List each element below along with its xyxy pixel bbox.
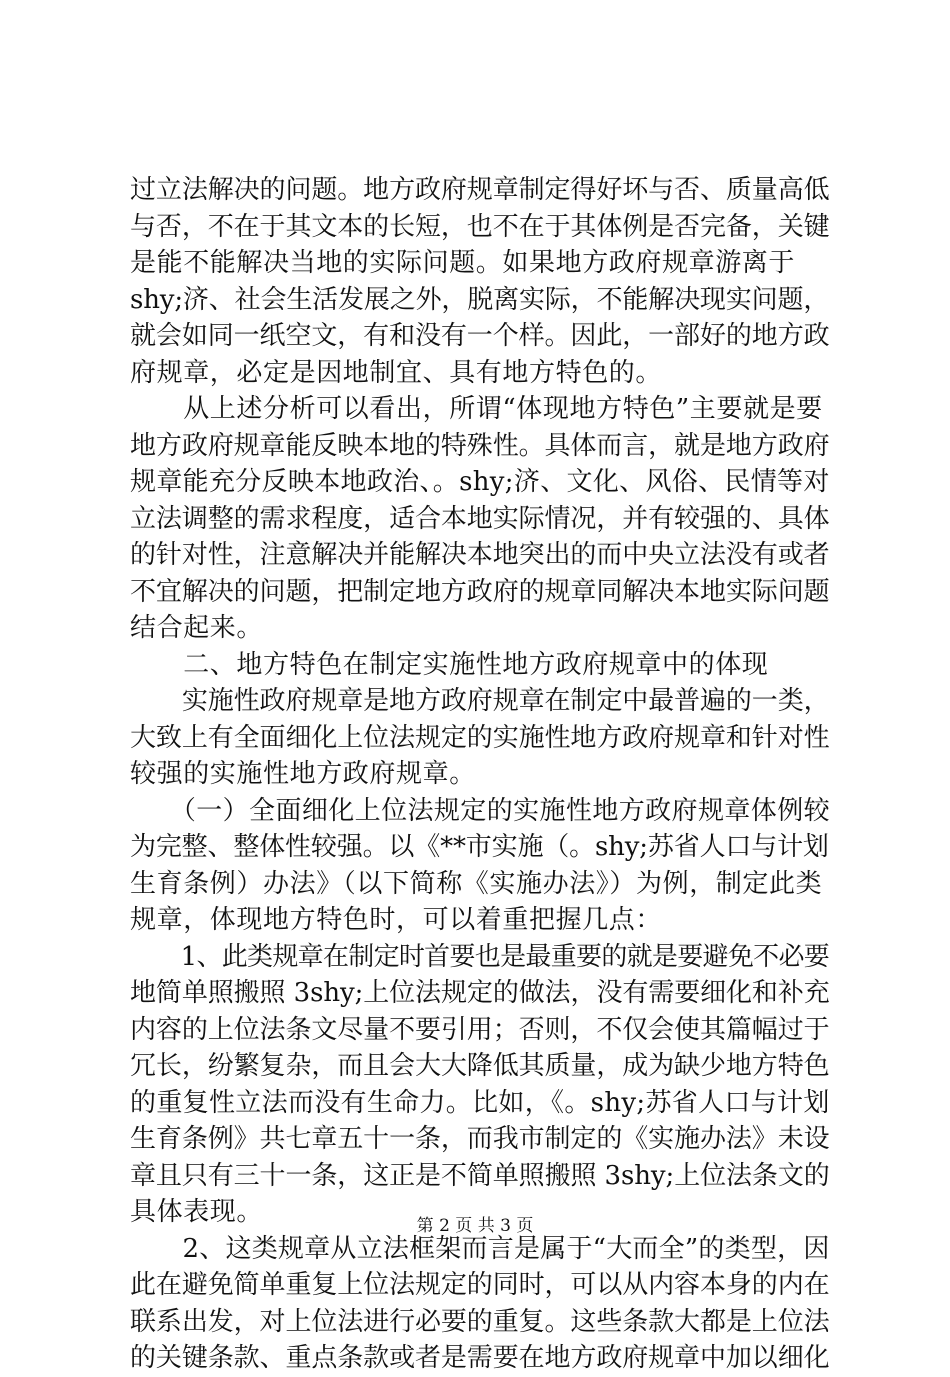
text-line: 从上述分析可以看出，所谓“体现地方特色”主要就是要 (130, 394, 823, 424)
text-line: 二、地方特色在制定实施性地方政府规章中的体现 (130, 649, 769, 680)
text-line: 实施性政府规章是地方政府规章在制定中最普遍的一类， (130, 686, 830, 716)
text-line: 地方政府规章能反映本地的特殊性。具体而言，就是地方政府 (130, 430, 830, 461)
text-line: 地简单照搬照 3shy;上位法规定的做法，没有需要细化和补充 (130, 978, 830, 1008)
text-line: 规章，体现地方特色时，可以着重把握几点： (130, 905, 663, 935)
text-line: 联系出发，对上位法进行必要的重复。这些条款大都是上位法 (130, 1306, 830, 1337)
text-line: 内容的上位法条文尽量不要引用；否则，不仅会使其篇幅过于 (130, 1014, 830, 1045)
text-line: 具体表现。 (130, 1197, 264, 1227)
text-line: 不宜解决的问题，把制定地方政府的规章同解决本地实际问题 (130, 576, 830, 607)
text-line: 生育条例》共七章五十一条，而我市制定的《实施办法》未设 (130, 1124, 830, 1154)
text-line: 的重复性立法而没有生命力。比如，《。shy;苏省人口与计划 (130, 1087, 830, 1118)
text-line: 较强的实施性地方政府规章。 (130, 759, 476, 789)
text-line: 的关键条款、重点条款或者是需要在地方政府规章中加以细化 (130, 1343, 830, 1373)
document-body (130, 172, 830, 1377)
text-line: 1、此类规章在制定时首要也是最重要的就是要避免不必要 (130, 941, 830, 972)
text-line: 与否，不在于其文本的长短，也不在于其体例是否完备，关键 (130, 211, 830, 242)
text-line: 此在避免简单重复上位法规定的同时，可以从内容本身的内在 (130, 1270, 830, 1300)
text-line: 立法调整的需求程度，适合本地实际情况，并有较强的、具体 (130, 503, 830, 534)
text-line: 结合起来。 (130, 613, 264, 643)
text-line: 就会如同一纸空文，有和没有一个样。因此，一部好的地方政 (130, 321, 830, 351)
text-line: 大致上有全面细化上位法规定的实施性地方政府规章和针对性 (130, 722, 830, 753)
text-line: 2、这类规章从立法框架而言是属于“大而全”的类型，因 (130, 1233, 830, 1264)
text-line: 章且只有三十一条，这正是不简单照搬照 3shy;上位法条文的 (130, 1160, 830, 1191)
text-line: 的针对性，注意解决并能解决本地突出的而中央立法没有或者 (130, 540, 830, 570)
page-footer: 第 2 页 共 3 页 (416, 1216, 534, 1236)
text-line: shy;济、社会生活发展之外，脱离实际，不能解决现实问题， (130, 284, 830, 315)
text-line: 冗长，纷繁复杂，而且会大大降低其质量，成为缺少地方特色 (130, 1051, 830, 1081)
text-line: 是能不能解决当地的实际问题。如果地方政府规章游离于 (130, 248, 796, 278)
text-line: 生育条例）办法》（以下简称《实施办法》）为例，制定此类 (130, 868, 823, 899)
text-line: 府规章，必定是因地制宜、具有地方特色的。 (130, 357, 663, 388)
text-line: 规章能充分反映本地政治、。shy;济、文化、风俗、民情等对 (130, 467, 830, 497)
text-line: 过立法解决的问题。地方政府规章制定得好坏与否、质量高低 (130, 175, 830, 205)
text-line: 为完整、整体性较强。以《**市实施（。shy;苏省人口与计划 (130, 832, 829, 862)
text-line: （一）全面细化上位法规定的实施性地方政府规章体例较 (130, 795, 831, 826)
